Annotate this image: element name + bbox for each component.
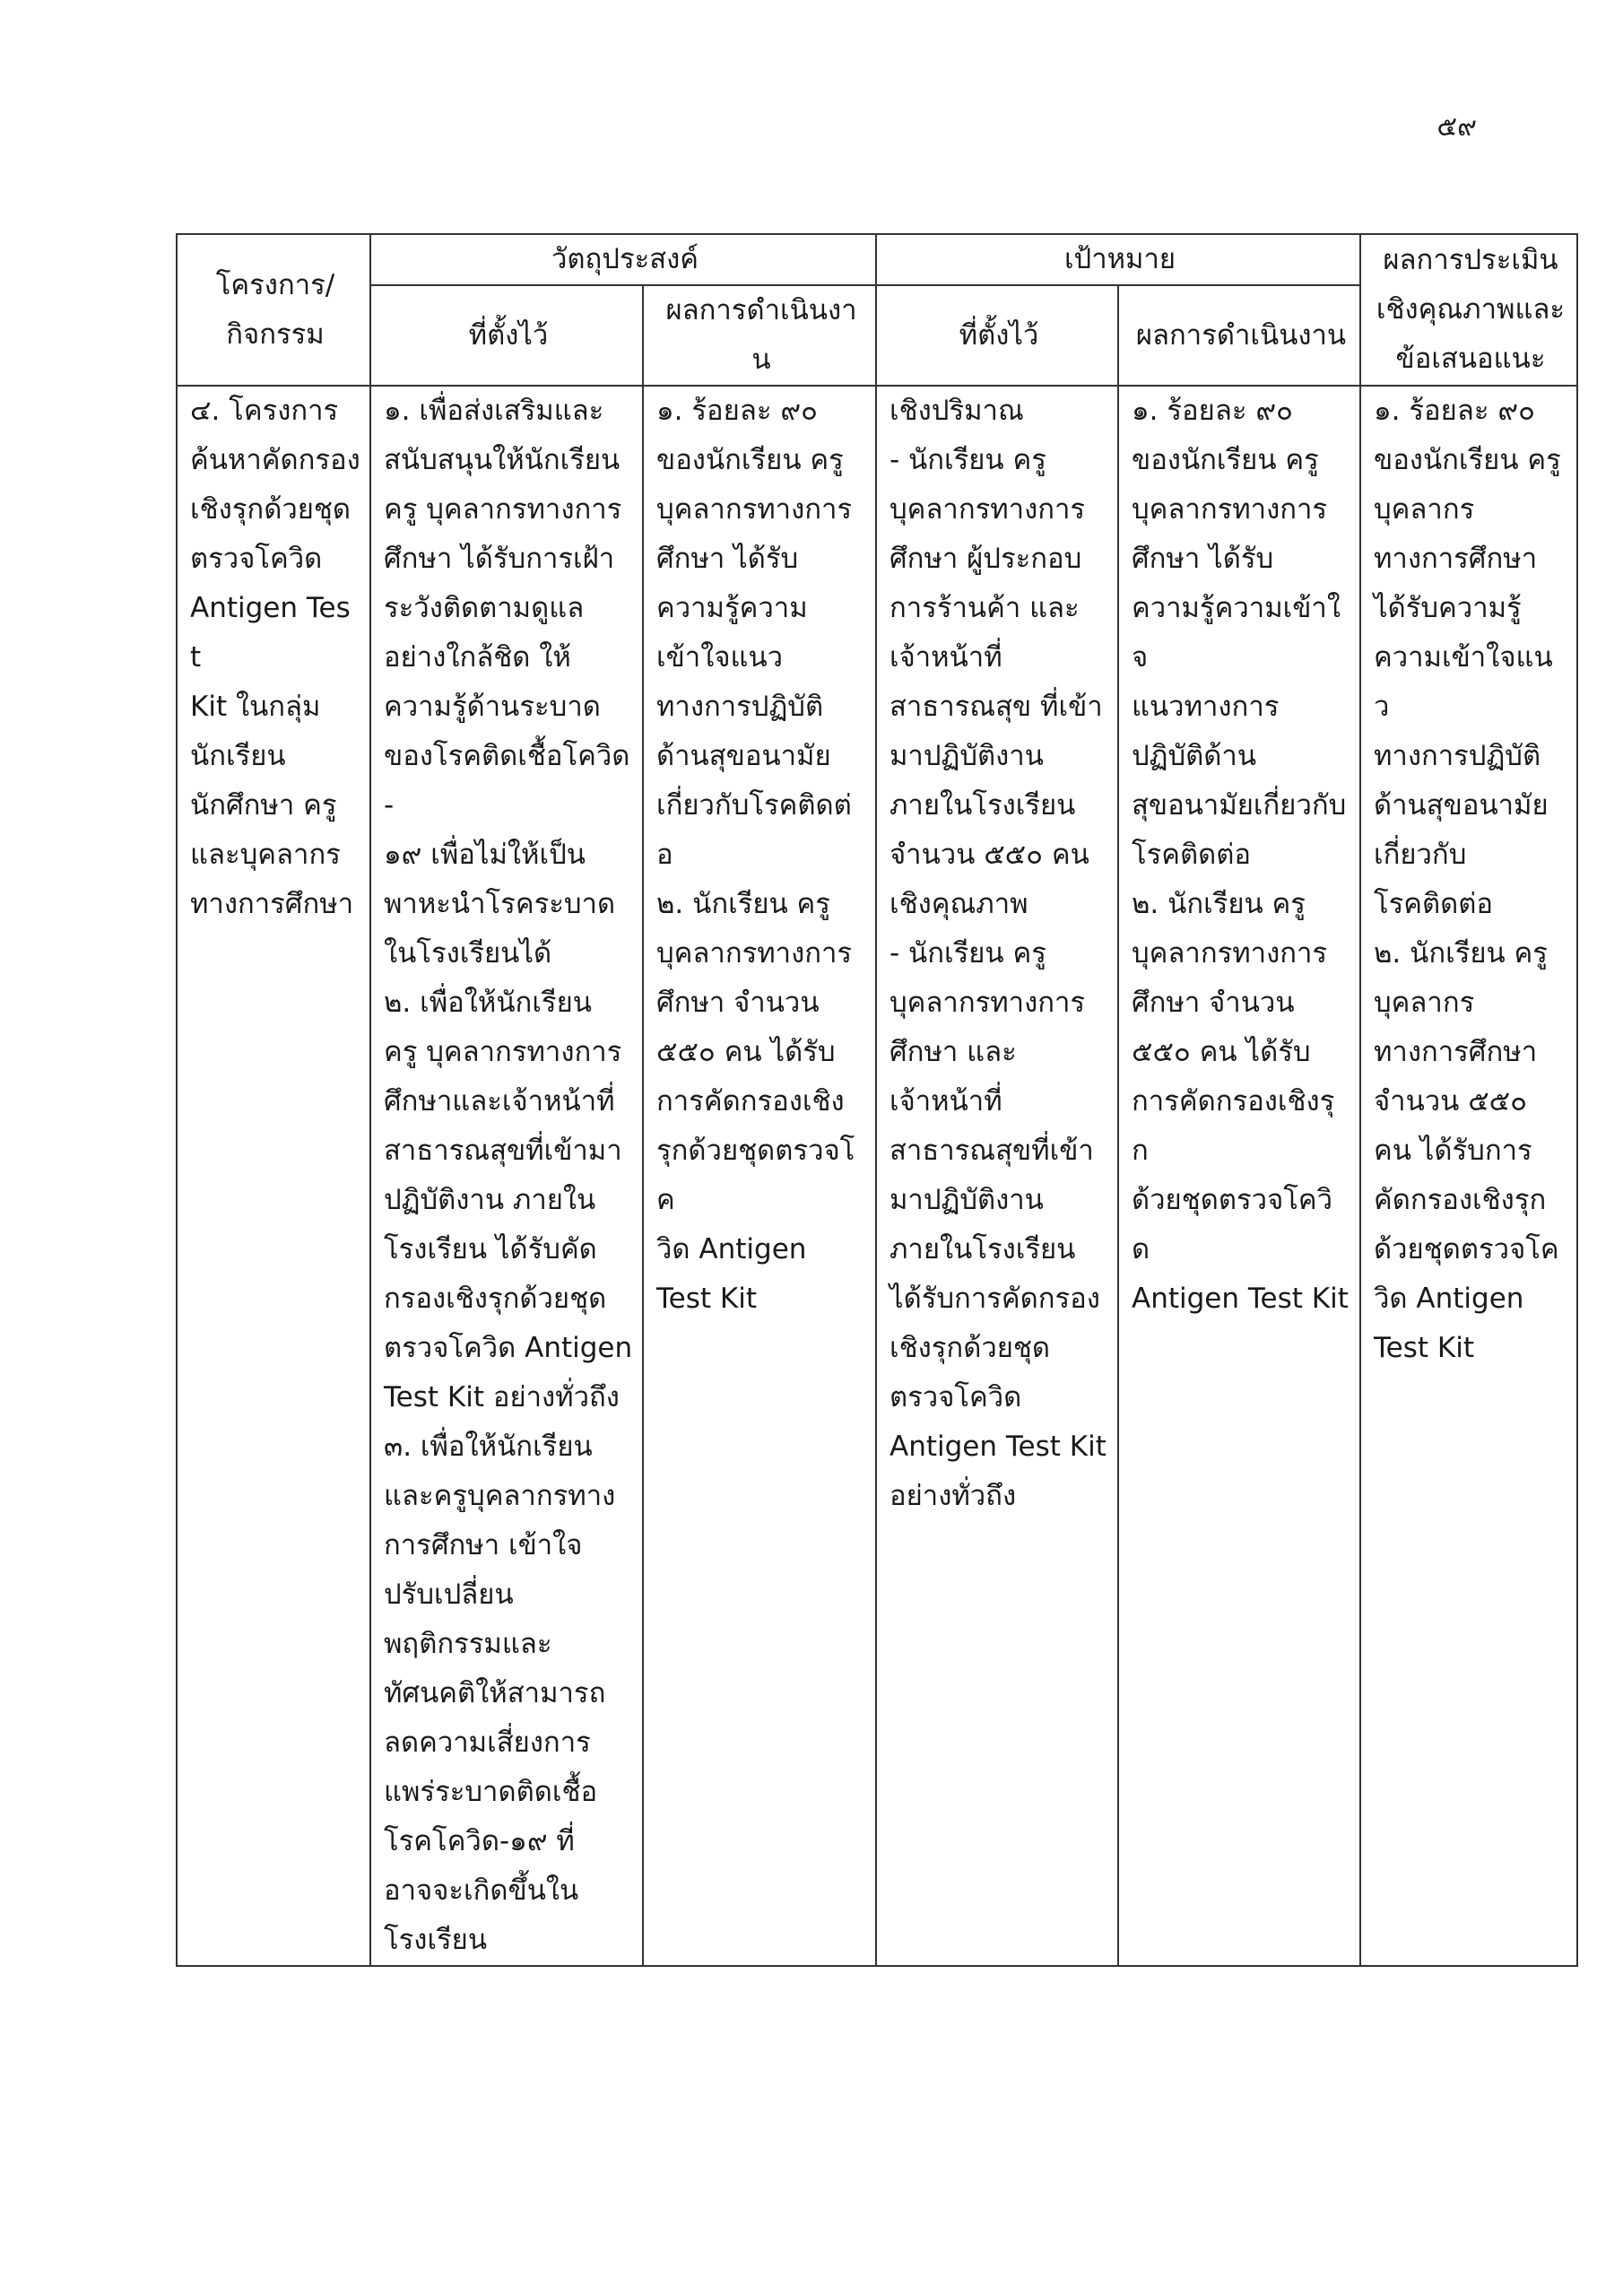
header-target-set: ที่ตั้งไว้ (876, 285, 1118, 386)
cell-objective-set: ๑. เพื่อส่งเสริมและ สนับสนุนให้นักเรียน ครู บุคลากรทางการ ศึกษา ได้รับการเฝ้า ระวังติดตามดูแล อย่างใกล้ชิด ให้ ความรู้ด้านระบาด ของโรคติดเชื้อโควิด- ๑๙ เพื่อไม่ให้เป็น พาหะนำโรคระบาด ในโรงเรียนได้ ๒. เพื่อให้นักเรียน ครู บุคลากรทางการ ศึกษาและเจ้าหน้าที่ สาธารณสุขที่เข้ามา ปฏิบัติงาน ภายใน โรงเรียน ได้รับคัด กรองเชิงรุกด้วยชุด ตรวจโควิด Antigen Test Kit อย่างทั่วถึง ๓. เพื่อให้นักเรียน และครูบุคลากรทาง การศึกษา เข้าใจ ปรับเปลี่ยน พฤติกรรมและ ทัศนคติให้สามารถ ลดความเสี่ยงการ แพร่ระบาดติดเชื้อ โรคโควิด-๑๙ ที่ อาจจะเกิดขึ้นใน โรงเรียน (370, 386, 643, 1966)
page-number: ๕๙ (1436, 111, 1477, 143)
header-objective-set: ที่ตั้งไว้ (370, 285, 643, 386)
header-target-result: ผลการดำเนินงาน (1118, 285, 1360, 386)
cell-project: ๔. โครงการ ค้นหาคัดกรอง เชิงรุกด้วยชุด ตรวจโควิด Antigen Test Kit ในกลุ่ม นักเรียน นักศึกษา ครู และบุคลากร ทางการศึกษา (177, 386, 370, 1966)
header-objective: วัตถุประสงค์ (370, 234, 876, 285)
cell-evaluation: ๑. ร้อยละ ๙๐ ของนักเรียน ครู บุคลากร ทางการศึกษา ได้รับความรู้ ความเข้าใจแนว ทางการปฏิบัติ ด้านสุขอนามัย เกี่ยวกับ โรคติดต่อ ๒. นักเรียน ครู บุคลากร ทางการศึกษา จำนวน ๕๕๐ คน ได้รับการ คัดกรองเชิงรุก ด้วยชุดตรวจโค วิด Antigen Test Kit (1360, 386, 1577, 1966)
header-target: เป้าหมาย (876, 234, 1360, 285)
project-report-table (176, 233, 1578, 1967)
header-objective-result: ผลการดำเนินงาน (643, 285, 876, 386)
header-project: โครงการ/ กิจกรรม (177, 234, 370, 386)
table-row (177, 386, 1577, 1966)
header-row-1 (177, 234, 1577, 285)
cell-target-set: เชิงปริมาณ - นักเรียน ครู บุคลากรทางการ ศึกษา ผู้ประกอบ การร้านค้า และ เจ้าหน้าที่ สาธารณสุข ที่เข้า มาปฏิบัติงาน ภายในโรงเรียน จำนวน ๕๕๐ คน เชิงคุณภาพ - นักเรียน ครู บุคลากรทางการ ศึกษา และ เจ้าหน้าที่ สาธารณสุขที่เข้า มาปฏิบัติงาน ภายในโรงเรียน ได้รับการคัดกรอง เชิงรุกด้วยชุด ตรวจโควิด Antigen Test Kit อย่างทั่วถึง (876, 386, 1118, 1966)
cell-objective-result: ๑. ร้อยละ ๙๐ ของนักเรียน ครู บุคลากรทางการ ศึกษา ได้รับ ความรู้ความ เข้าใจแนว ทางการปฏิบัติ ด้านสุขอนามัย เกี่ยวกับโรคติดต่อ ๒. นักเรียน ครู บุคลากรทางการ ศึกษา จำนวน ๕๕๐ คน ได้รับ การคัดกรองเชิง รุกด้วยชุดตรวจโค วิด Antigen Test Kit (643, 386, 876, 1966)
header-evaluation: ผลการประเมิน เชิงคุณภาพและ ข้อเสนอแนะ (1360, 234, 1577, 386)
cell-target-result: ๑. ร้อยละ ๙๐ ของนักเรียน ครู บุคลากรทางการ ศึกษา ได้รับ ความรู้ความเข้าใจ แนวทางการ ปฏิบัติด้าน สุขอนามัยเกี่ยวกับ โรคติดต่อ ๒. นักเรียน ครู บุคลากรทางการ ศึกษา จำนวน ๕๕๐ คน ได้รับ การคัดกรองเชิงรุก ด้วยชุดตรวจโควิด Antigen Test Kit (1118, 386, 1360, 1966)
